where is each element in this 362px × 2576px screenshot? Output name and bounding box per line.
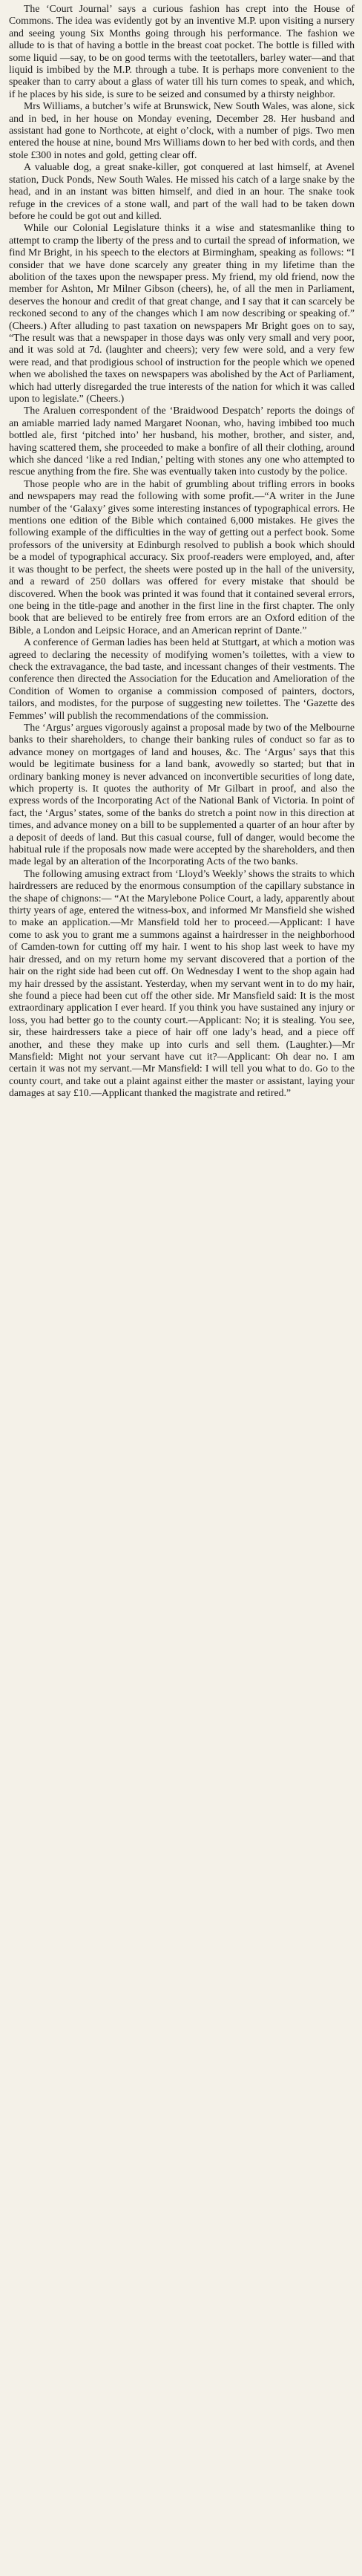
article-typographical-errors: Those people who are in the habit of grumbling about trifling errors in books and newspapers may read the following with some profit.—“A writer in the June number of the ‘Galaxy’ gives some interesting instances of typographical errors. He mentions one edition of the Bible which contained 6,000 mistakes. He gives the following example of the difficulties in the way of getting out a perfect book. Some professors of the university at Edinburgh resolved to publish a book which should be a model of typographical accuracy. Six proof-readers were employed, and, after it was thought to be perfect, the sheets were posted up in the hall of the university, and a reward of 250 dollars was offered for every mistake that should be discovered. When the book was printed it was found that it contained several errors, one being in the title-page and another in the first line in the first chapter. The only book that are believed to be entirely free from errors are an Oxford edition of the Bible, a London and Leipsic Horace, and an American reprint of Dante.” xyxy=(9,477,355,636)
article-snake-killer-dog: A valuable dog, a great snake-killer, got conquered at last himself, at Avenel station, Duck Ponds, New South Wales. He missed his catch of a large snake by the head, and in an instant was bitten himself, and died in an hour. The snake took refuge in the crevices of a stone wall, and part of the wall had to be taken down before he could be got out and killed. xyxy=(9,161,355,221)
article-court-journal: The ‘Court Journal’ says a curious fashion has crept into the House of Commons. The idea was evidently got by an inventive M.P. upon visiting a nursery and seeing young Six Months going through his performance. The fashion we allude to is that of having a bottle in the breast coat pocket. The bottle is filled with some liquid —say, to be on good terms with the teetotallers, barley water—and that liquid is imbibed by the M.P. through a tube. It is perhaps more convenient to the speaker than to carry about a glass of water till his turn comes to speak, and which, if he places by his side, is sure to be seized and consumed by a thirsty neighbor. xyxy=(9,3,355,100)
article-german-ladies-conference: A conference of German ladies has been held at Stuttgart, at which a motion was agreed to declaring the necessity of modifying women’s toilettes, with a view to check the extravagance, the bad taste, and incessant changes of their vestments. The conference then directed the Association for the Education and Amelioration of the Condition of Women to organise a commission composed of painters, doctors, tailors, and modistes, for the purpose of suggesting new toilettes. The ‘Gazette des Femmes’ will publish the recommendations of the commission. xyxy=(9,636,355,721)
article-bright-newspaper-taxes: While our Colonial Legislature thinks it a wise and statesmanlike thing to attempt to cramp the liberty of the press and to curtail the spread of information, we find Mr Bright, in his speech to the electors at Birmingham, speaking as follows: “I consider that we have done scarcely any greater thing in my lifetime than the abolition of the taxes upon the newspaper press. My friend, my old friend, now the member for Ashton, Mr Milner Gibson (cheers), he, of all the men in Parliament, deserves the honour and credit of that great change, and I say that it can scarcely be reckoned second to any of the changes which I am now describing or speaking of.” (Cheers.) After alluding to past taxation on newspapers Mr Bright goes on to say, “The result was that a newspaper in those days was only very small and very poor, and it was sold at 7d. (laughter and cheers); very few were sold, and a very few were read, and that prodigious school of instruction for the people which we opened when we abolished the taxes on newspapers was abolished by the Act of Parliament, which had utterly disregarded the true interests of the nation for which it was called upon to legislate.” (Cheers.) xyxy=(9,222,355,404)
article-mrs-williams-robbery: Mrs Williams, a butcher’s wife at Brunswick, New South Wales, was alone, sick and in bed, in her house on Monday evening, December 28. Her husband and assistant had gone to Northcote, at eight o’clock, with a number of pigs. Two men entered the house at nine, bound Mrs Williams down to her bed with cords, and then stole £300 in notes and gold, getting clear off. xyxy=(9,100,355,160)
article-hairdressers-chignons: The following amusing extract from ‘Lloyd’s Weekly’ shows the straits to which hairdressers are reduced by the enormous consumption of the capillary substance in the shape of chignons:— “At the Marylebone Police Court, a lady, apparently about thirty years of age, entered the witness-box, and informed Mr Mansfield she wished to make an application.—Mr Mansfield told her to proceed.—Applicant: I have come to ask you to grant me a summons against a hairdresser in the neighborhood of Camden-town for cutting off my hair. I went to his shop last week to have my hair dressed, and on my return home my servant discovered that a portion of the hair on the right side had been cut off. On Wednesday I went to the shop again had my hair dressed by the assistant. Yesterday, when my servant went in to do my hair, she found a piece had been cut off the other side. Mr Mansfield said: It is the most extraordinary application I ever heard. If you think you have sustained any injury or loss, you had better go to the county court.—Applicant: No; it is stealing. You see, sir, these hairdressers take a piece of hair off one lady’s head, and a piece off another, and these they make up into curls and sell them. (Laughter.)—Mr Mansfield: Might not your servant have cut it?—Applicant: Oh dear no. I am certain it was not my servant.—Mr Mansfield: I will tell you what to do. Go to the county court, and take out a plaint against either the master or assistant, laying your damages at say £10.—Applicant thanked the magistrate and retired.” xyxy=(9,867,355,1099)
article-araluen-noonan: The Araluen correspondent of the ‘Braidwood Despatch’ reports the doings of an amiable married lady named Margaret Noonan, who, having imbibed too much bottled ale, first ‘pitched into’ her husband, his mother, brother, and sister, and, having scattered them, she proceeded to make a bonfire of all their clothing, around which she danced ‘like a red Indian,’ pelting with stones any one who attempted to rescue anything from the fire. She was eventually taken into custody by the police. xyxy=(9,405,355,477)
article-argus-banks: The ‘Argus’ argues vigorously against a proposal made by two of the Melbourne banks to their shareholders, to change their banking rules of conduct so far as to advance money on mortgages of land and houses, &c. The ‘Argus’ says that this would be legitimate business for a land bank, avowedly so started; but that in ordinary banking money is never advanced on inconvertible securities of long date, which property is. It quotes the authority of Mr Gilbart in proof, and also the express words of the Incorporating Act of the National Bank of Victoria. In point of fact, the ‘Argus’ states, some of the banks do stretch a point now in this direction at times, and advance money on a bill to be supplemented a quarter of an hour after by a deposit of deeds of land. But this casual course, full of danger, would become the habitual rule if the proposals now made were accepted by the shareholders, and then made legal by an alteration of the Incorporating Acts of the two banks. xyxy=(9,721,355,867)
